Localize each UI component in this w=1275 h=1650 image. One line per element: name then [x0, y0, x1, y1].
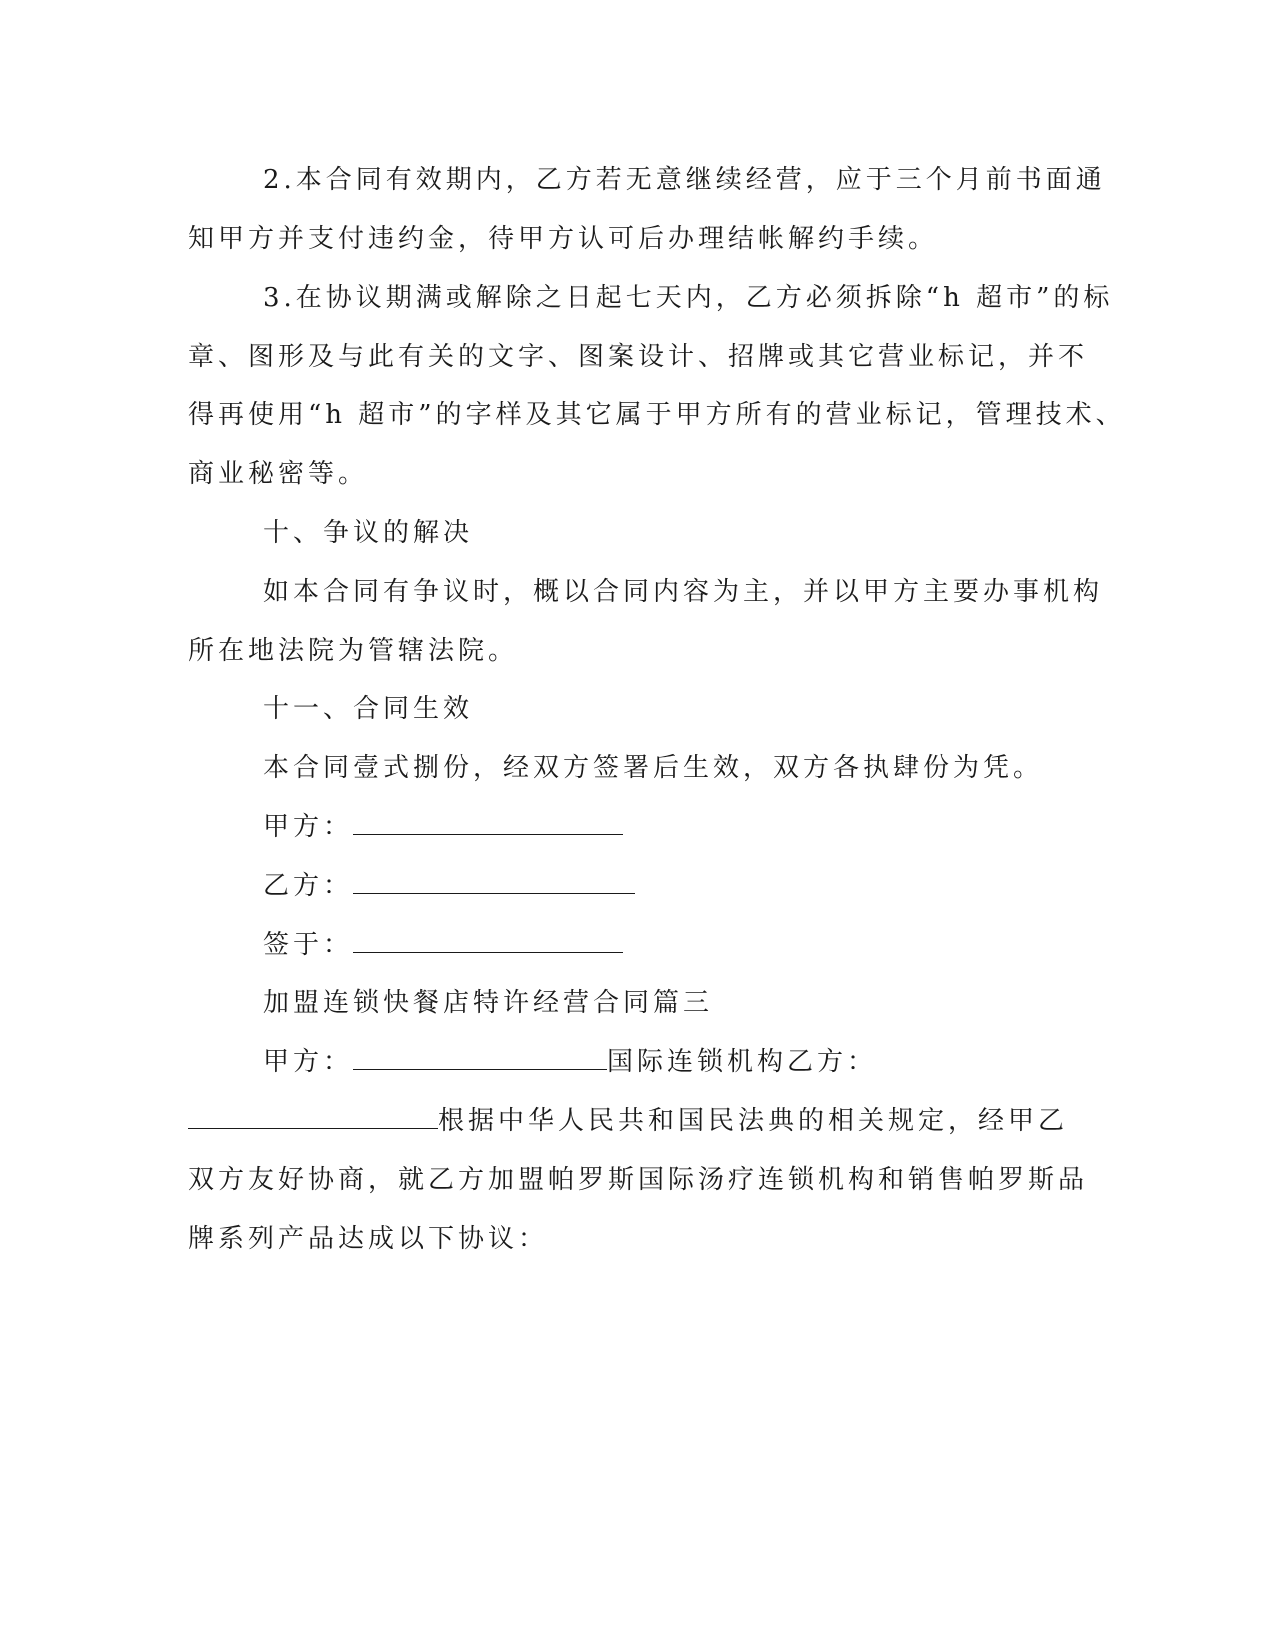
- signature-party-b-label: 乙方：: [263, 871, 354, 901]
- contract-3-line-2-text: 根据中华人民共和国民法典的相关规定，经甲乙: [438, 1106, 1069, 1136]
- contract-3-line-4: 牌系列产品达成以下协议：: [188, 1224, 549, 1254]
- contract-title-3: 加盟连锁快餐店特许经营合同篇三: [263, 988, 714, 1018]
- signature-place-label: 签于：: [263, 930, 354, 960]
- signature-party-b: [263, 869, 635, 903]
- signature-place-blank: [353, 928, 623, 953]
- para-2-line-2: 知甲方并支付违约金，待甲方认可后办理结帐解约手续。: [188, 224, 939, 254]
- contract-3-line-2: [188, 1104, 1068, 1138]
- contract-3-line-1: [263, 1045, 877, 1079]
- para-3-line-2: 章、图形及与此有关的文字、图案设计、招牌或其它营业标记，并不: [188, 342, 1089, 372]
- signature-place: [263, 928, 623, 962]
- effect-clause: 本合同壹式捌份，经双方签署后生效，双方各执肆份为凭。: [263, 753, 1044, 783]
- signature-party-a: [263, 810, 623, 844]
- para-3-line-1: 3.在协议期满或解除之日起七天内，乙方必须拆除“h 超市”的标: [263, 283, 1114, 313]
- contract-3-party-a-label: 甲方：: [263, 1047, 354, 1077]
- heading-section-10: 十、争议的解决: [263, 518, 474, 548]
- contract-3-party-a-blank: [353, 1045, 607, 1070]
- heading-section-11: 十一、合同生效: [263, 694, 474, 724]
- signature-party-b-blank: [353, 869, 635, 894]
- contract-3-line-3: 双方友好协商，就乙方加盟帕罗斯国际汤疗连锁机构和销售帕罗斯品: [188, 1165, 1089, 1195]
- dispute-line-1: 如本合同有争议时，概以合同内容为主，并以甲方主要办事机构: [263, 577, 1104, 607]
- para-3-line-3: 得再使用“h 超市”的字样及其它属于甲方所有的营业标记，管理技术、: [188, 400, 1126, 430]
- para-2-line-1: 2.本合同有效期内，乙方若无意继续经营，应于三个月前书面通: [263, 165, 1106, 195]
- contract-3-party-b-blank: [188, 1104, 438, 1129]
- dispute-line-2: 所在地法院为管辖法院。: [188, 636, 519, 666]
- signature-party-a-label: 甲方：: [263, 812, 354, 842]
- contract-3-org-text: 国际连锁机构乙方：: [607, 1047, 878, 1077]
- para-3-line-4: 商业秘密等。: [188, 459, 369, 489]
- signature-party-a-blank: [353, 810, 623, 835]
